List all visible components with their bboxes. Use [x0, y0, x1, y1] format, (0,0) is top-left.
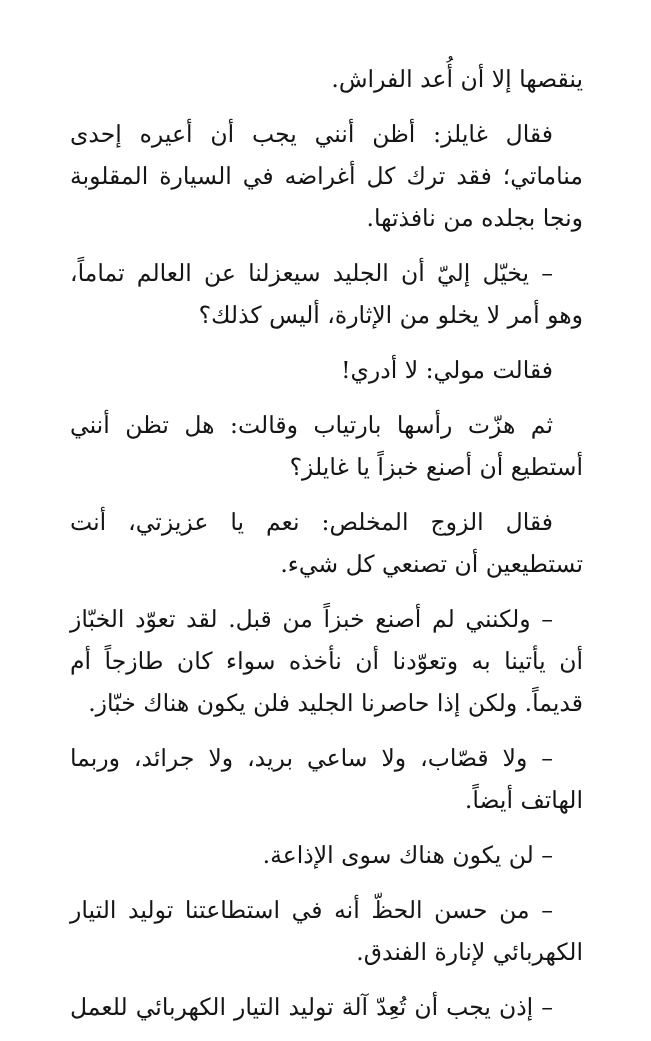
- paragraph-3: – يخيّل إليّ أن الجليد سيعزلنا عن العالم تماماً، وهو أمر لا يخلو من الإثارة، أليس كذلك؟: [70, 259, 583, 329]
- paragraph-2: فقال غايلز: أظن أنني يجب أن أعيره إحدى مناماتي؛ فقد ترك كل أغراضه في السيارة المقلوبة ونجا بجلده من نافذتها.: [70, 120, 583, 232]
- paragraph-11: – إذن يجب أن تُعِدّ آلة توليد التيار الكهربائي للعمل: [70, 993, 553, 1021]
- paragraph-1: ينقصها إلا أن أُعد الفراش.: [331, 65, 583, 93]
- paragraph-4: فقالت مولي: لا أدري!: [341, 356, 553, 384]
- paragraph-6: فقال الزوج المخلص: نعم يا عزيزتي، أنت تستطيعين أن تصنعي كل شيء.: [70, 508, 583, 578]
- paragraph-7: – ولكنني لم أصنع خبزاً من قبل. لقد تعوّد الخبّاز أن يأتينا به وتعوّدنا أن نأخذه سواء كان طازجاً أم قديماً. ولكن إذا حاصرنا الجليد فلن يكون هناك خبّاز.: [70, 605, 583, 717]
- paragraph-5: ثم هزّت رأسها بارتياب وقالت: هل تظن أنني أستطيع أن أصنع خبزاً يا غايلز؟: [70, 411, 583, 481]
- paragraph-10: – من حسن الحظّ أنه في استطاعتنا توليد التيار الكهربائي لإنارة الفندق.: [70, 896, 583, 966]
- paragraph-8: – ولا قصّاب، ولا ساعي بريد، ولا جرائد، وربما الهاتف أيضاً.: [70, 744, 583, 814]
- paragraph-9: – لن يكون هناك سوى الإذاعة.: [262, 841, 553, 869]
- book-page: [70, 58, 583, 1041]
